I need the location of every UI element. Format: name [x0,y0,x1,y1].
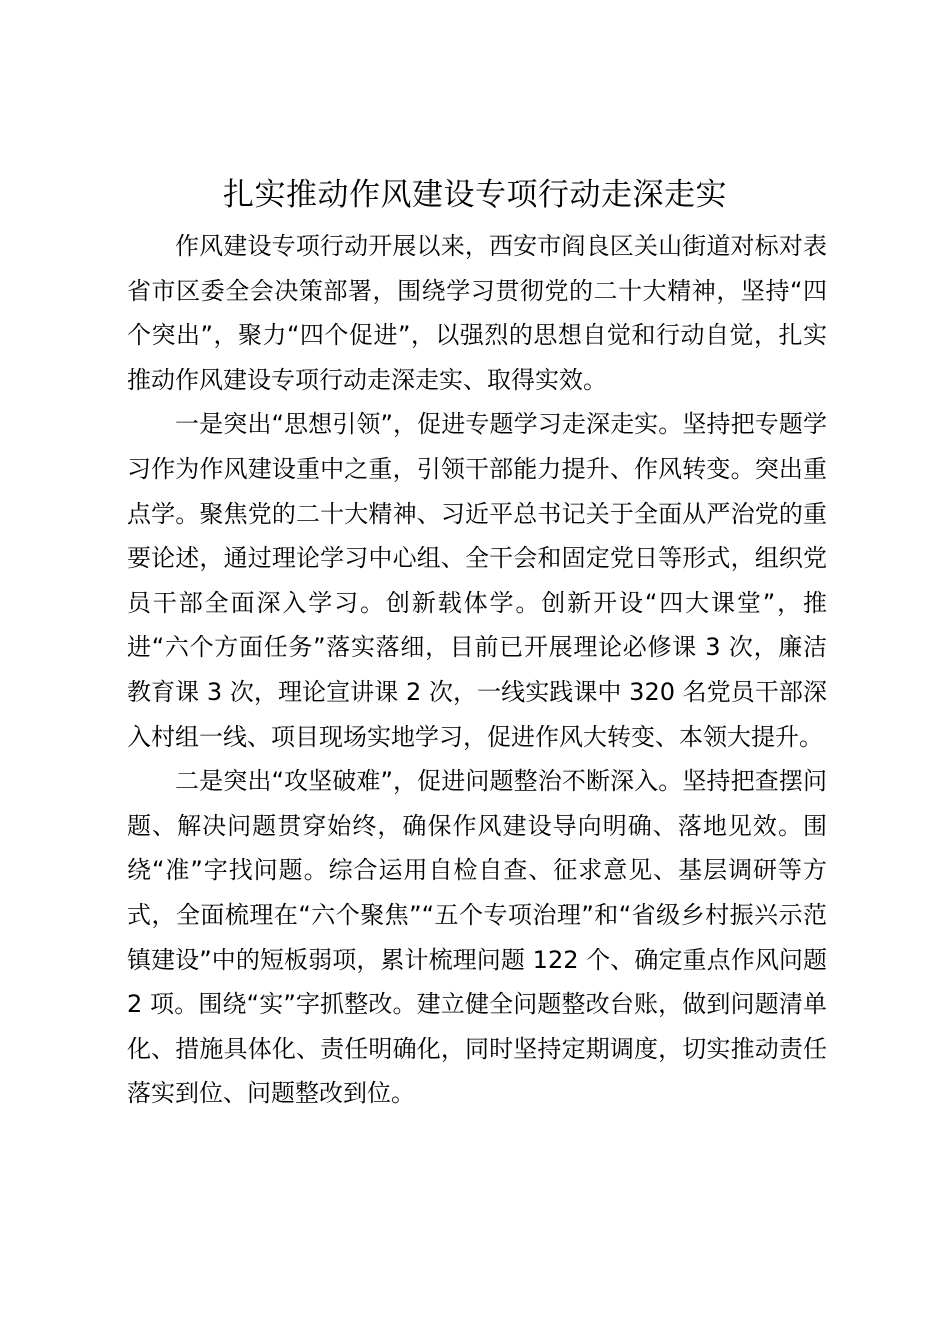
paragraph-intro: 作风建设专项行动开展以来，西安市阎良区关山街道对标对表省市区委全会决策部署，围绕学习贯彻党的二十大精神，坚持“四个突出”，聚力“四个促进”，以强烈的思想自觉和行动自觉，扎实推动作风建设专项行动走深走实、取得实效。 [127,232,827,394]
paragraph-section-one: 一是突出“思想引领”，促进专题学习走深走实。坚持把专题学习作为作风建设重中之重，引领干部能力提升、作风转变。突出重点学。聚焦党的二十大精神、习近平总书记关于全面从严治党的重要论述，通过理论学习中心组、全干会和固定党日等形式，组织党员干部全面深入学习。创新载体学。创新开设“四大课堂”，推进“六个方面任务”落实落细，目前已开展理论必修课 3 次，廉洁教育课 3 次，理论宣讲课 2 次，一线实践课中 320 名党员干部深入村组一线、项目现场实地学习，促进作风大转变、本领大提升。 [127,410,827,751]
document-title: 扎实推动作风建设专项行动走深走实 [223,177,727,213]
document-body [127,224,827,1116]
paragraph-section-two: 二是突出“攻坚破难”，促进问题整治不断深入。坚持把查摆问题、解决问题贯穿始终，确保作风建设导向明确、落地见效。围绕“准”字找问题。综合运用自检自查、征求意见、基层调研等方式，全面梳理在“六个聚焦”“五个专项治理”和“省级乡村振兴示范镇建设”中的短板弱项，累计梳理问题 122 个、确定重点作风问题 2 项。围绕“实”字抓整改。建立健全问题整改台账，做到问题清单化、措施具体化、责任明确化，同时坚持定期调度，切实推动责任落实到位、问题整改到位。 [127,767,827,1108]
